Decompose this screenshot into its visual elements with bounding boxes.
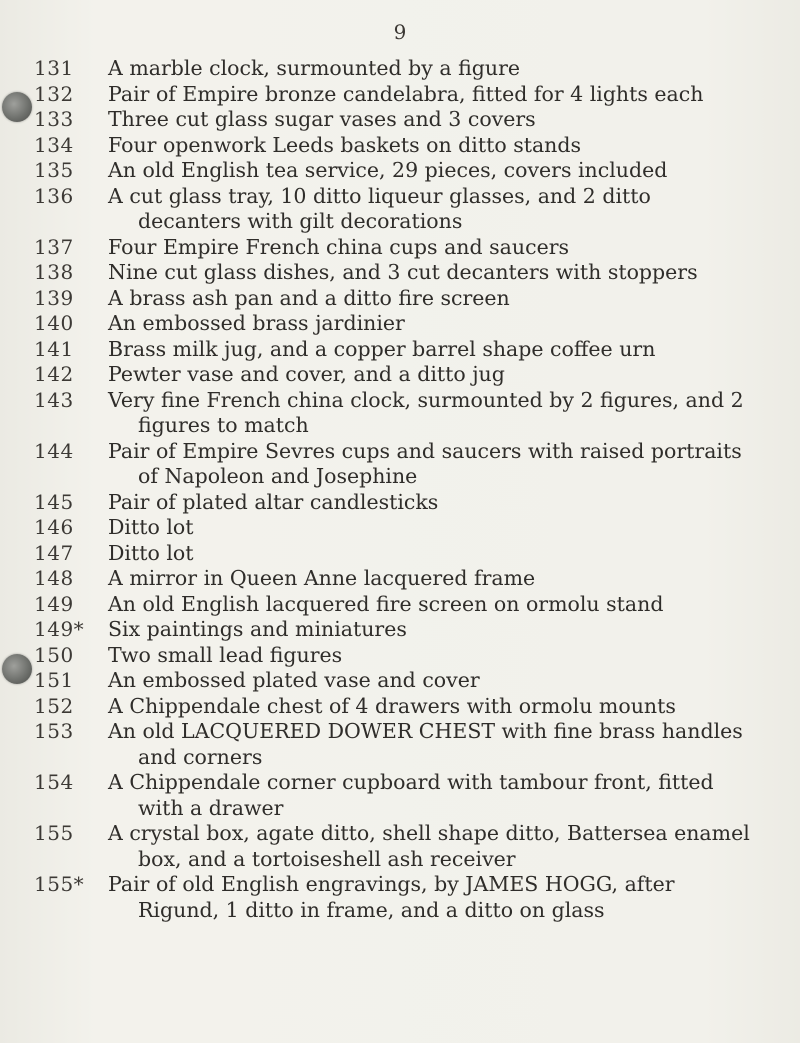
lot-description: Pair of Empire Sevres cups and saucers with raised portraits of Napoleon and Josephine — [108, 438, 742, 488]
lot-number: 150 — [34, 642, 74, 667]
lot-number: 148 — [34, 566, 74, 590]
lot-entry — [0, 643, 800, 669]
lot-number: 136 — [34, 183, 74, 208]
lot-description: Three cut glass sugar vases and 3 covers — [108, 107, 536, 131]
lot-entry — [0, 158, 800, 184]
lot-number: 154 — [34, 770, 74, 794]
lot-number: 151 — [34, 668, 74, 692]
lot-entry — [0, 592, 800, 618]
lot-number: 138 — [34, 260, 74, 284]
lot-entry — [0, 311, 800, 337]
lot-description: Ditto lot — [108, 540, 194, 565]
lot-entry — [0, 260, 800, 286]
lot-description: Four openwork Leeds baskets on ditto stands — [108, 132, 582, 157]
lot-number: 144 — [34, 438, 74, 463]
lot-entry — [0, 541, 800, 567]
lot-entry — [0, 133, 800, 159]
lot-number: 155 — [34, 821, 74, 845]
lot-description: Pewter vase and cover, and a ditto jug — [108, 362, 505, 386]
lot-description: An embossed plated vase and cover — [108, 668, 480, 692]
lot-number: 131 — [34, 56, 74, 80]
lot-entry — [0, 694, 800, 720]
lot-description: A crystal box, agate ditto, shell shape ditto, Battersea enamel box, and a tortoiseshell ash receiver — [108, 821, 750, 871]
lot-description: A brass ash pan and a ditto fire screen — [108, 285, 510, 310]
lot-number: 152 — [34, 693, 74, 718]
lot-description: A marble clock, surmounted by a figure — [108, 56, 521, 80]
lot-entry — [0, 107, 800, 133]
lot-description: Pair of plated altar candlesticks — [108, 489, 439, 514]
lot-description: Two small lead figures — [108, 642, 343, 667]
lot-entry — [0, 490, 800, 516]
lot-entry — [0, 184, 800, 235]
lot-description: An old English tea service, 29 pieces, covers included — [108, 158, 668, 182]
lot-number: 135 — [34, 158, 74, 182]
lot-number: 145 — [34, 489, 74, 514]
lot-number: 134 — [34, 132, 74, 157]
lot-description: Pair of Empire bronze candelabra, fitted for 4 lights each — [108, 81, 704, 106]
lot-entry — [0, 439, 800, 490]
lot-entry — [0, 566, 800, 592]
lot-description: Very fine French china clock, surmounted by 2 figures, and 2 figures to match — [108, 387, 744, 437]
lot-entry — [0, 362, 800, 388]
lot-description: Ditto lot — [108, 515, 194, 539]
lot-number: 153 — [34, 719, 74, 743]
lot-number: 155* — [34, 872, 85, 896]
lot-description: Six paintings and miniatures — [108, 617, 407, 641]
lot-entry — [0, 719, 800, 770]
lot-entry — [0, 337, 800, 363]
lot-number: 147 — [34, 540, 74, 565]
lot-list — [0, 56, 800, 923]
lot-number: 141 — [34, 336, 74, 361]
lot-entry — [0, 286, 800, 312]
lot-number: 139 — [34, 285, 74, 310]
lot-entry — [0, 235, 800, 261]
lot-number: 143 — [34, 387, 74, 412]
lot-description: A mirror in Queen Anne lacquered frame — [108, 566, 536, 590]
lot-description: A cut glass tray, 10 ditto liqueur glasses, and 2 ditto decanters with gilt decorations — [108, 183, 651, 233]
lot-entry — [0, 56, 800, 82]
lot-number: 140 — [34, 311, 74, 335]
lot-number: 133 — [34, 107, 74, 131]
lot-description: Nine cut glass dishes, and 3 cut decanters with stoppers — [108, 260, 698, 284]
lot-entry — [0, 388, 800, 439]
lot-number: 149 — [34, 591, 74, 616]
lot-description: Pair of old English engravings, by JAMES HOGG, after Rigund, 1 ditto in frame, and a ditto on glass — [108, 872, 675, 922]
lot-description: Brass milk jug, and a copper barrel shape coffee urn — [108, 336, 656, 361]
page-number: 9 — [393, 20, 407, 44]
lot-entry — [0, 821, 800, 872]
lot-number: 146 — [34, 515, 74, 539]
lot-entry — [0, 770, 800, 821]
lot-number: 137 — [34, 234, 74, 259]
lot-entry — [0, 515, 800, 541]
lot-entry — [0, 617, 800, 643]
lot-description: Four Empire French china cups and saucers — [108, 234, 570, 259]
lot-description: An old English lacquered fire screen on ormolu stand — [108, 591, 664, 616]
lot-entry — [0, 872, 800, 923]
lot-number: 132 — [34, 81, 74, 106]
lot-entry — [0, 668, 800, 694]
lot-description: An old LACQUERED DOWER CHEST with fine brass handles and corners — [108, 719, 743, 769]
lot-description: A Chippendale corner cupboard with tambour front, fitted with a drawer — [108, 770, 714, 820]
lot-entry — [0, 82, 800, 108]
lot-description: An embossed brass jardinier — [108, 311, 405, 335]
lot-number: 149* — [34, 617, 85, 641]
lot-number: 142 — [34, 362, 74, 386]
lot-description: A Chippendale chest of 4 drawers with ormolu mounts — [108, 693, 676, 718]
